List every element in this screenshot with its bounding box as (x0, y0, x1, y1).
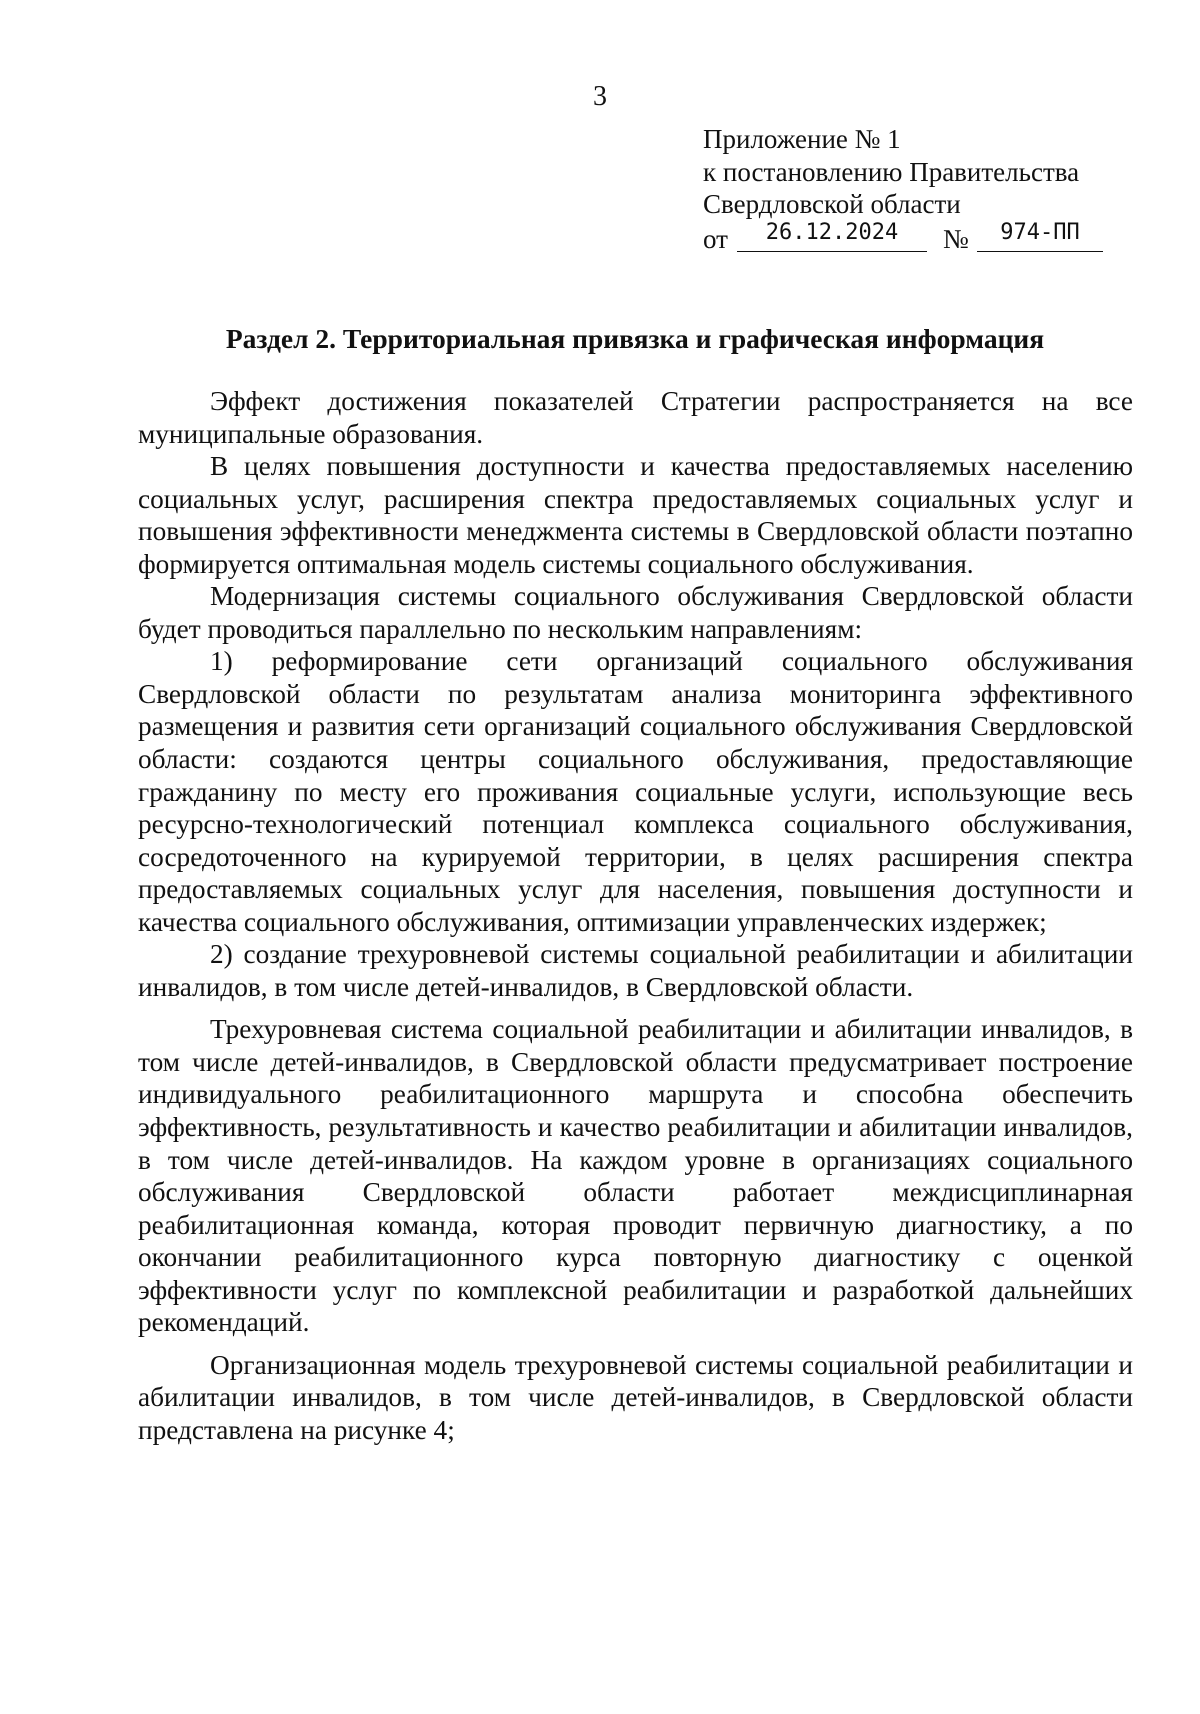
paragraph-7: Организационная модель трехуровневой системы социальной реабилитации и абилитации инвалидов, в том числе детей-инвалидов, в Свердловской области представлена на рисунке 4; (138, 1349, 1133, 1445)
paragraph-6: Трехуровневая система социальной реабилитации и абилитации инвалидов, в том числе детей-инвалидов, в Свердловской области предусматривает построение индивидуального реабилитационного маршрута и способна обеспечить эффективность, результативность и качество реабилитации и абилитации инвалидов, в том числе детей-инвалидов. На каждом уровне в организациях социального обслуживания Свердловской области работает междисциплинарная реабилитационная команда, которая проводит первичную диагностику, а по окончании реабилитационного курса повторную диагностику с оценкой эффективности услуг по комплексной реабилитации и разработкой дальнейших рекомендаций. (138, 1014, 1133, 1338)
appendix-region: Свердловской области (703, 189, 961, 219)
section-title: Раздел 2. Территориальная привязка и графическая информация (225, 323, 1045, 354)
paragraph-4: 1) реформирование сети организаций социального обслуживания Свердловской области по результатам анализа мониторинга эффективного размещения и развития сети организаций социального обслуживания Свердловской области: создаются центры социального обслуживания, предоставляющие гражданину по месту его проживания социальные услуги, использующие весь ресурсно-технологический потенциал комплекса социального обслуживания, сосредоточенного на курируемой территории, в целях расширения спектра предоставляемых социальных услуг для населения, повышения доступности и качества социального обслуживания, оптимизации управленческих издержек; (138, 646, 1133, 937)
paragraph-2: В целях повышения доступности и качества предоставляемых населению социальных услуг, расширения спектра предоставляемых социальных услуг и повышения эффективности менеджмента системы в Свердловской области поэтапно формируется оптимальная модель системы социального обслуживания. (138, 451, 1133, 579)
paragraph-5: 2) создание трехуровневой системы социальной реабилитации и абилитации инвалидов, в том числе детей-инвалидов, в Свердловской области. (138, 939, 1133, 1002)
paragraph-3: Модернизация системы социального обслуживания Свердловской области будет проводиться параллельно по нескольким направлениям: (138, 581, 1133, 644)
appendix-title: Приложение № 1 (703, 124, 901, 154)
document-body (138, 385, 1133, 1447)
appendix-reference: к постановлению Правительства (703, 156, 1080, 187)
number-prefix: № (943, 223, 969, 254)
paragraph-1: Эффект достижения показателей Стратегии распространяется на все муниципальные образования. (138, 386, 1133, 449)
decree-number: 974-ПП (977, 221, 1103, 252)
appendix-block (703, 123, 1123, 255)
date-prefix: от (703, 223, 728, 254)
decree-date: 26.12.2024 (737, 221, 927, 252)
page-number: 3 (593, 81, 607, 112)
appendix-date-line (703, 221, 1123, 255)
